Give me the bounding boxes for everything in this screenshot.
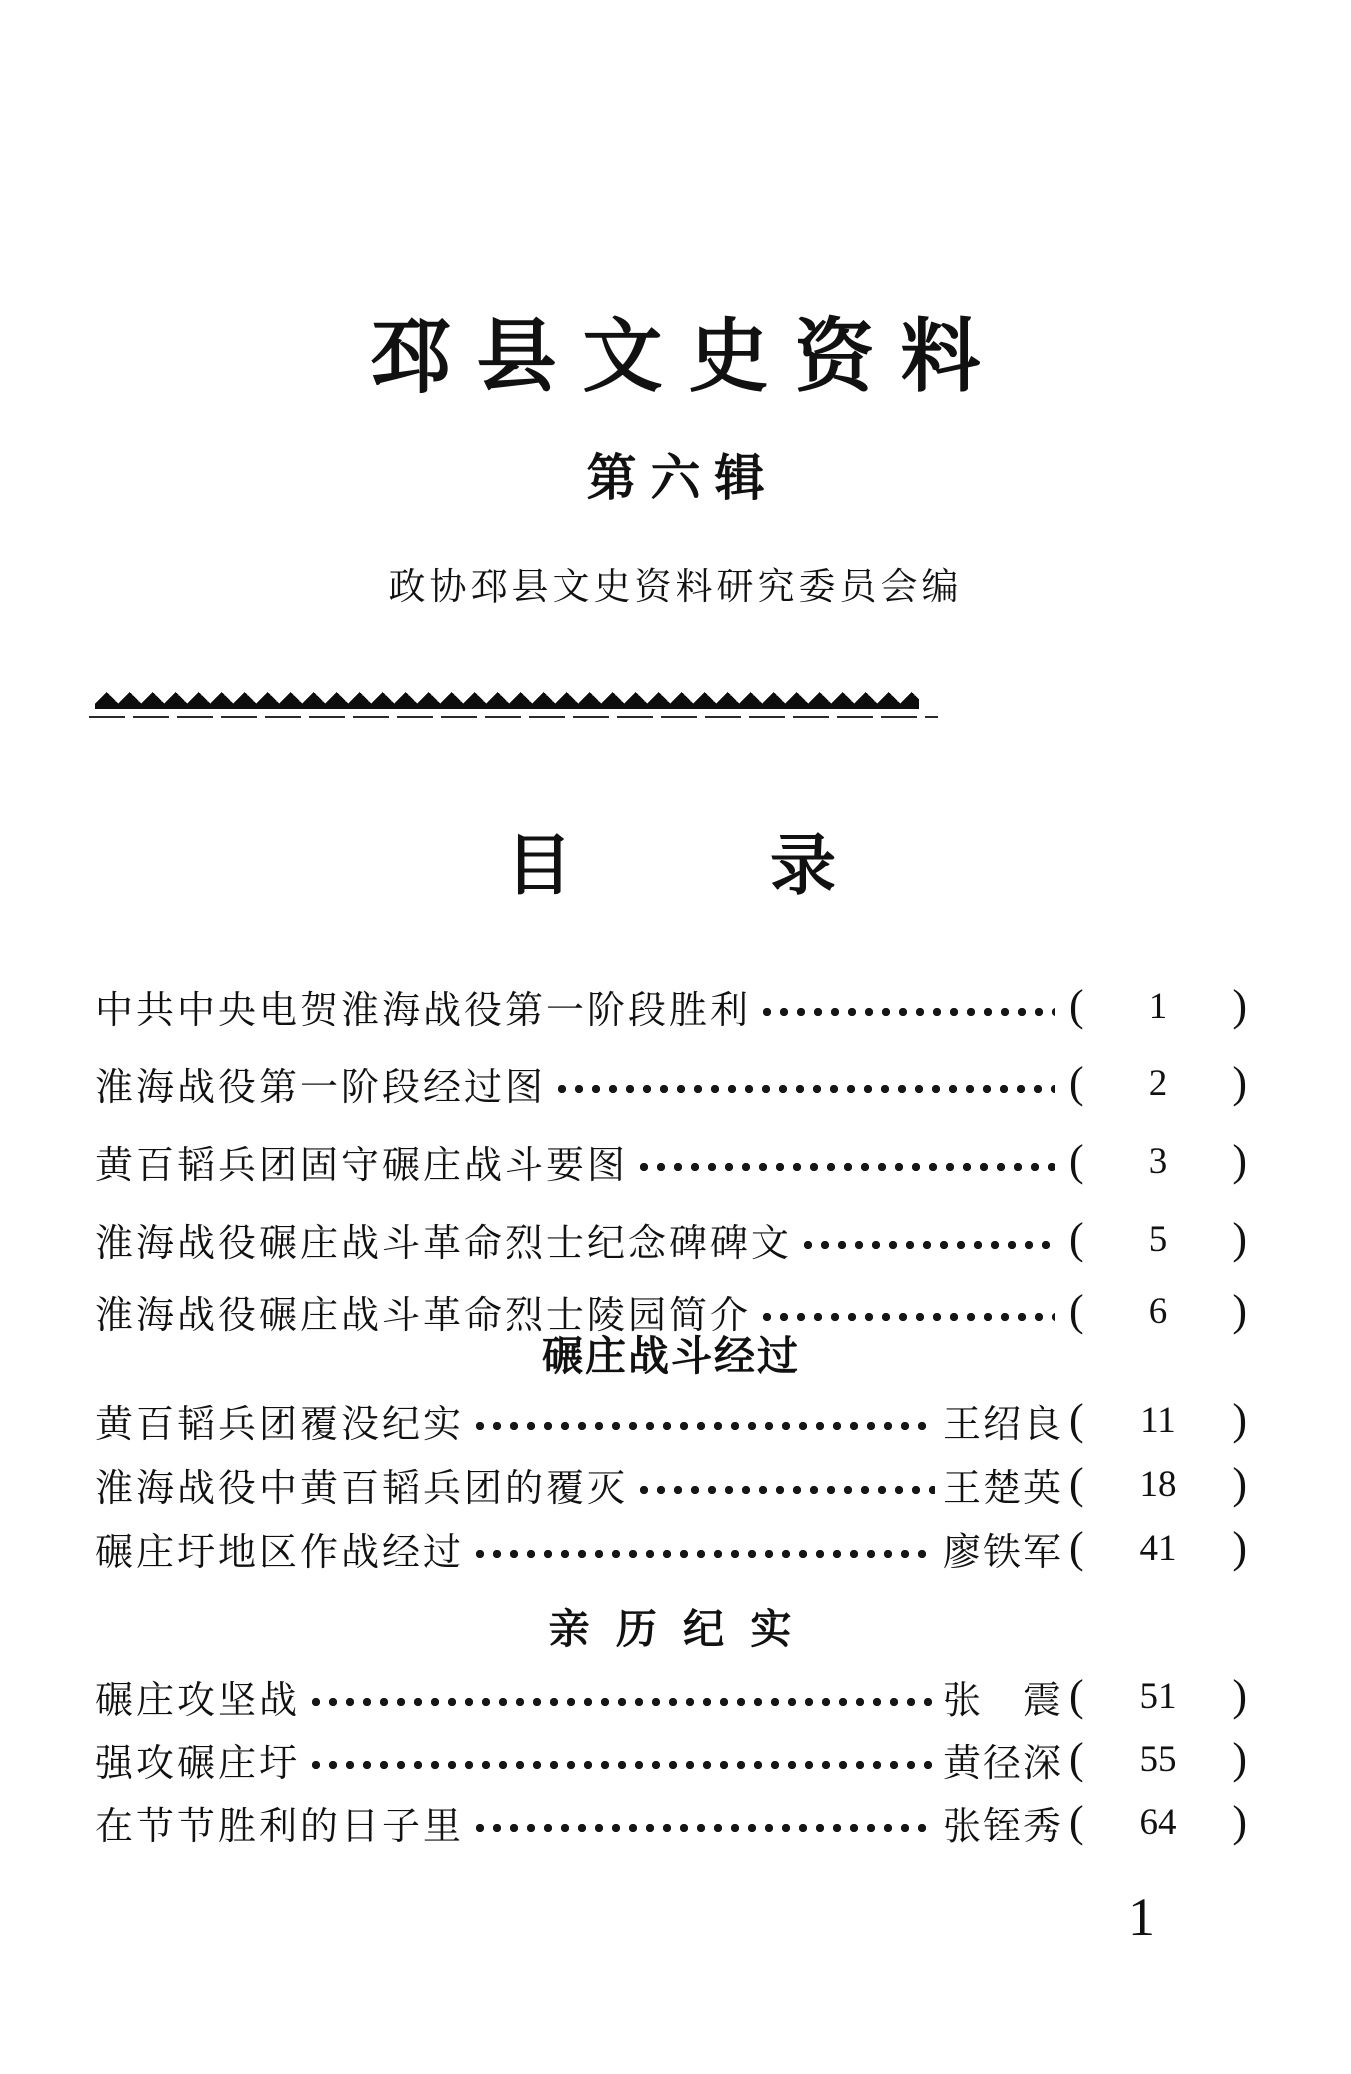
paren-open: ( [1069,1214,1084,1263]
paren-open: ( [1069,1058,1084,1107]
paren-close: ) [1232,1395,1247,1444]
toc-entry [95,1059,1247,1107]
toc-entry [95,1460,1247,1508]
paren-close: ) [1232,1671,1247,1720]
dot-leader [472,1549,935,1561]
toc-entry-author: 张铚秀 [942,1805,1063,1848]
toc-entry-page: 41 [1139,1527,1177,1569]
dot-leader [554,1084,1055,1096]
toc-entry-page: 3 [1148,1140,1168,1182]
toc-entry-page: 1 [1148,985,1168,1027]
toc-entry-title: 淮海战役碾庄战斗革命烈士纪念碑碑文 [95,1222,793,1265]
toc-entry-title: 强攻碾庄圩 [95,1742,301,1785]
toc-entry-pageref [1069,1735,1247,1783]
toc-entry [95,1137,1247,1185]
paren-open: ( [1069,1523,1084,1572]
toc-entry-title: 碾庄攻坚战 [95,1679,301,1722]
toc-entry-page: 6 [1148,1290,1168,1332]
toc-entry-title: 黄百韬兵团固守碾庄战斗要图 [95,1144,629,1187]
toc-entry-title: 碾庄圩地区作战经过 [95,1531,465,1574]
paren-close: ) [1232,1286,1247,1335]
toc-entry-page: 55 [1139,1738,1177,1780]
paren-open: ( [1069,1734,1084,1783]
paren-open: ( [1069,1797,1084,1846]
toc-entry-pageref [1069,1215,1247,1263]
dot-leader [759,1007,1055,1019]
toc-entry [95,982,1247,1030]
toc-entry-author: 廖铁军 [942,1531,1063,1574]
toc-entry [95,1672,1247,1720]
paren-close: ) [1232,981,1247,1030]
toc-entry-title: 中共中央电贺淮海战役第一阶段胜利 [95,989,752,1032]
toc-entry-title: 在节节胜利的日子里 [95,1805,465,1848]
paren-open: ( [1069,1395,1084,1444]
dot-leader [636,1485,935,1497]
sawtooth-divider [95,692,919,718]
dot-leader [472,1421,935,1433]
toc-entry-pageref [1069,982,1247,1030]
section-heading: 碾庄战斗经过 [542,1333,800,1379]
toc-entry-author: 张 震 [942,1679,1063,1722]
toc-heading: 目 录 [506,830,836,903]
paren-open: ( [1069,981,1084,1030]
paren-open: ( [1069,1136,1084,1185]
toc-entry-author: 黄径深 [942,1742,1063,1785]
toc-entry [95,1396,1247,1444]
paren-close: ) [1232,1523,1247,1572]
sawtooth-pattern [95,692,919,707]
toc-entry-page: 51 [1139,1675,1177,1717]
paren-close: ) [1232,1734,1247,1783]
toc-entry-page: 11 [1140,1399,1176,1441]
toc-entry-pageref [1069,1798,1247,1846]
divider-broken-rule [89,716,938,718]
editor-line: 政协邳县文史资料研究委员会编 [388,567,963,608]
toc-entry-pageref [1069,1396,1247,1444]
paren-close: ) [1232,1797,1247,1846]
toc-entry-title: 淮海战役第一阶段经过图 [95,1066,547,1109]
toc-entry-page: 2 [1148,1062,1168,1104]
paren-close: ) [1232,1214,1247,1263]
paren-close: ) [1232,1058,1247,1107]
toc-entry [95,1798,1247,1846]
toc-entry-author: 王楚英 [942,1467,1063,1510]
toc-entry [95,1735,1247,1783]
dot-leader [308,1697,935,1709]
paren-close: ) [1232,1459,1247,1508]
toc-entry-title: 黄百韬兵团覆没纪实 [95,1403,465,1446]
toc-entry-page: 5 [1148,1218,1168,1260]
divider-solid-rule [95,706,919,709]
toc-entry [95,1524,1247,1572]
page-number: 1 [1128,1887,1156,1947]
toc-entry-pageref [1069,1524,1247,1572]
toc-entry-page: 64 [1139,1801,1177,1843]
toc-entry-pageref [1069,1137,1247,1185]
dot-leader [636,1162,1055,1174]
paren-open: ( [1069,1671,1084,1720]
volume-subtitle: 第六辑 [586,450,779,506]
book-title: 邳县文史资料 [370,314,1007,402]
section-heading: 亲 历 纪 实 [548,1606,794,1652]
dot-leader [308,1760,935,1772]
toc-entry-author: 王绍良 [942,1403,1063,1446]
toc-entry-pageref [1069,1460,1247,1508]
toc-entry-pageref [1069,1059,1247,1107]
paren-close: ) [1232,1136,1247,1185]
dot-leader [472,1823,935,1835]
paren-open: ( [1069,1286,1084,1335]
toc-entry-title: 淮海战役中黄百韬兵团的覆灭 [95,1467,629,1510]
toc-entry-pageref [1069,1672,1247,1720]
dot-leader [800,1240,1055,1252]
toc-entry-title: 淮海战役碾庄战斗革命烈士陵园简介 [95,1294,752,1337]
paren-open: ( [1069,1459,1084,1508]
toc-entry [95,1215,1247,1263]
toc-entry-page: 18 [1139,1463,1177,1505]
